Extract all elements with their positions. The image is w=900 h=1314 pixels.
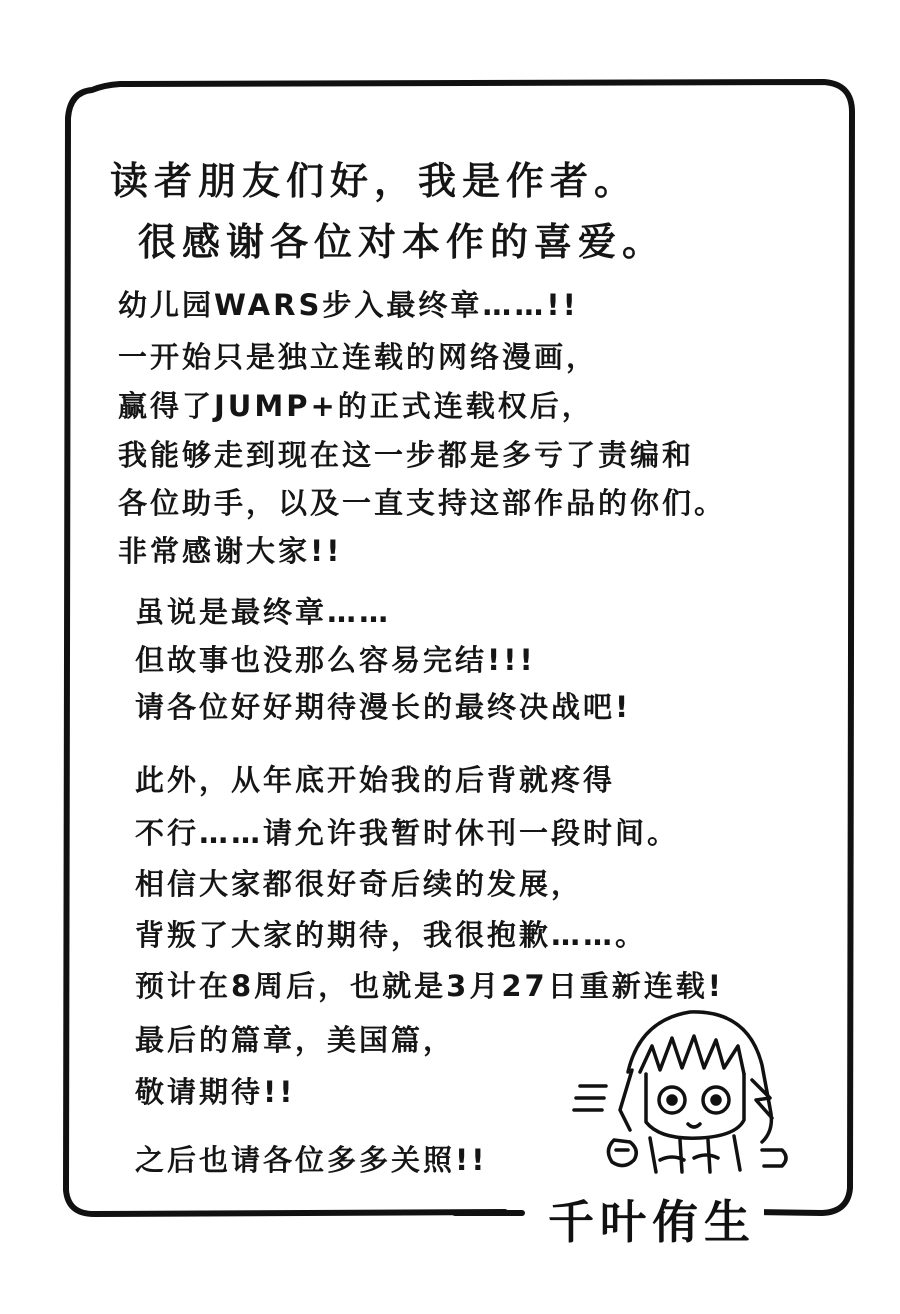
heading-line-1: 读者朋友们好，我是作者。 xyxy=(110,159,639,203)
paragraph-1-line-4: 我能够走到现在这一步都是多亏了责编和 xyxy=(118,438,695,472)
paragraph-3-line-3: 相信大家都很好奇后续的发展， xyxy=(135,867,584,901)
paragraph-1-line-1: 幼儿园WARS步入最终章……!! xyxy=(118,288,579,322)
paragraph-3-line-1: 此外，从年底开始我的后背就疼得 xyxy=(135,763,616,797)
paragraph-3-line-7: 敬请期待!! xyxy=(135,1075,296,1109)
paragraph-1-line-2: 一开始只是独立连载的网络漫画， xyxy=(118,340,599,374)
paragraph-3-line-2: 不行……请允许我暂时休刊一段时间。 xyxy=(135,816,680,850)
paragraph-3-line-6: 最后的篇章，美国篇， xyxy=(135,1023,456,1057)
paragraph-2-line-1: 虽说是最终章…… xyxy=(135,595,392,629)
paragraph-3-line-5: 预计在8周后，也就是3月27日重新连载! xyxy=(135,969,724,1003)
paragraph-1-line-5: 各位助手，以及一直支持这部作品的你们。 xyxy=(118,486,727,520)
paragraph-1-line-6: 非常感谢大家!! xyxy=(118,534,343,568)
heading-line-2: 很感谢各位对本作的喜爱。 xyxy=(138,220,667,264)
paragraph-1-line-3: 赢得了JUMP+的正式连载权后， xyxy=(118,389,594,423)
paragraph-2-line-3: 请各位好好期待漫长的最终决战吧! xyxy=(135,690,632,724)
paragraph-3-line-4: 背叛了大家的期待，我很抱歉……。 xyxy=(135,918,648,952)
closing-line: 之后也请各位多多关照!! xyxy=(135,1143,488,1177)
paragraph-2-line-2: 但故事也没那么容易完结!!! xyxy=(135,643,536,677)
author-signature: 千叶侑生 xyxy=(540,1186,764,1252)
